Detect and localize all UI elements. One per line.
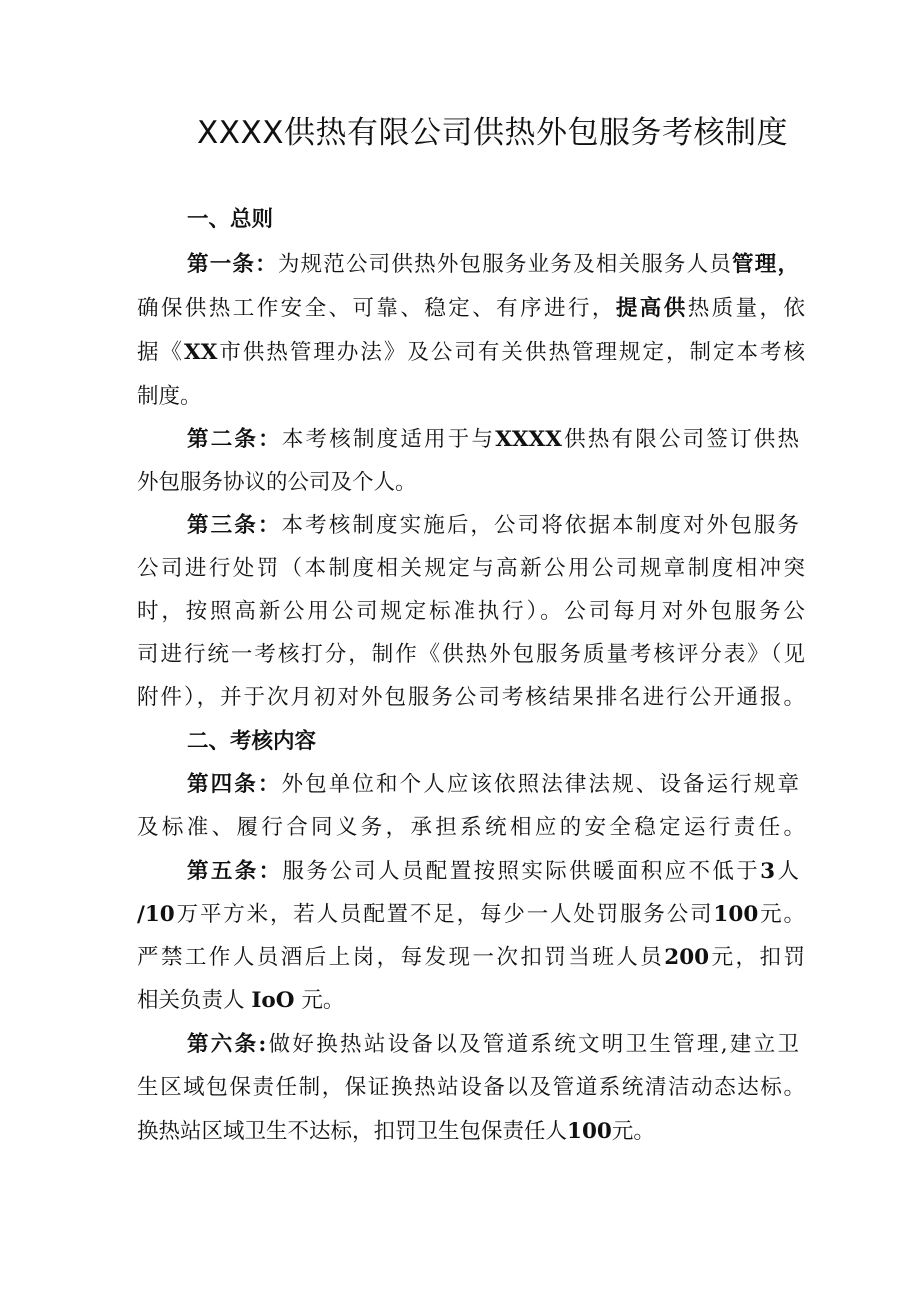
text-run: 据《 bbox=[137, 340, 185, 365]
article-6-line-3 bbox=[137, 1117, 655, 1147]
text-run: 相关负责人 bbox=[137, 988, 245, 1013]
article-6-label: 第六条: bbox=[187, 1032, 267, 1057]
article-3-label: 第三条： bbox=[187, 513, 282, 538]
article-1-line-4: 制度。 bbox=[137, 384, 202, 409]
article-3-line-2: 公司进行处罚（本制度相关规定与高新公用公司规章制度相冲突 bbox=[137, 556, 805, 581]
article-4-line-2: 及标准、履行合同义务，承担系统相应的安全稳定运行责任。 bbox=[137, 815, 805, 840]
text-run: 本考核制度适用于与 bbox=[281, 427, 496, 452]
text-run: 外包单位和个人应该依照法律法规、设备运行规章 bbox=[281, 772, 799, 797]
text-run: 管理， bbox=[732, 252, 799, 277]
section-heading-general: 一、总则 bbox=[187, 207, 274, 232]
text-run: 严禁工作人员酒后上岗，每发现一次扣罚当班人员 bbox=[137, 945, 665, 970]
article-3-line-3: 时，按照高新公用公司规定标准执行）。公司每月对外包服务公 bbox=[137, 599, 805, 624]
article-6-line-1 bbox=[187, 1030, 799, 1060]
text-run: 服务公司人员配置按照实际供暖面积应不低于 bbox=[282, 859, 761, 884]
text-run: 3 bbox=[760, 859, 776, 884]
document-title: XXXX供热有限公司供热外包服务考核制度 bbox=[197, 115, 788, 151]
text-run: IoO bbox=[251, 988, 295, 1013]
article-2-label: 第二条： bbox=[187, 427, 282, 452]
article-1-line-1 bbox=[187, 250, 799, 280]
text-run: 万平方米，若人员配置不足，每少一人处罚服务公司 bbox=[174, 902, 714, 927]
text-run: XXXX bbox=[495, 427, 562, 452]
text-run: 换热站区域卫生不达标，扣罚卫生包保责任人 bbox=[137, 1119, 568, 1144]
article-2-line-1 bbox=[187, 425, 799, 455]
text-run: 热质量，依 bbox=[687, 296, 805, 321]
text-run: 市供热管理办法》及公司有关供热管理规定，制定本考核 bbox=[217, 340, 805, 365]
text-run: 100 bbox=[567, 1119, 612, 1144]
article-5-line-1 bbox=[187, 857, 799, 887]
article-3-line-4: 司进行统一考核打分，制作《供热外包服务质量考核评分表》（见 bbox=[137, 642, 805, 667]
article-5-line-2 bbox=[137, 900, 805, 930]
article-1-line-2 bbox=[137, 294, 805, 324]
article-4-line-1 bbox=[187, 770, 799, 800]
text-run: 元。 bbox=[611, 1119, 655, 1144]
text-run: 为规范公司供热外包服务业务及相关服务人员 bbox=[277, 252, 733, 277]
article-1-label: 第一条： bbox=[187, 252, 278, 277]
article-2-line-2: 外包服务协议的公司及个人。 bbox=[137, 470, 417, 495]
text-run: 做好换热站设备以及管道系统文明卫生管理,建立卫 bbox=[266, 1032, 799, 1057]
article-3-line-5: 附件），并于次月初对外包服务公司考核结果排名进行公开通报。 bbox=[137, 685, 805, 710]
text-run: 确保供热工作安全、可靠、稳定、有序进行， bbox=[137, 296, 616, 321]
text-run: 提高供 bbox=[615, 296, 688, 321]
text-run: 100 bbox=[713, 902, 759, 927]
text-run: 人 bbox=[775, 859, 799, 884]
article-5-line-4 bbox=[137, 986, 344, 1016]
text-run: 元，扣罚 bbox=[709, 945, 805, 970]
text-run: 元。 bbox=[758, 902, 805, 927]
text-run: 200 bbox=[664, 945, 710, 970]
text-run: /10 bbox=[137, 902, 175, 927]
text-run: 本考核制度实施后，公司将依据本制度对外包服务 bbox=[281, 513, 799, 538]
article-3-line-1 bbox=[187, 511, 799, 541]
article-5-line-3 bbox=[137, 943, 805, 973]
section-heading-assessment: 二、考核内容 bbox=[187, 729, 317, 754]
article-5-label: 第五条： bbox=[187, 859, 283, 884]
text-run: 元。 bbox=[301, 988, 345, 1013]
text-run: 供热有限公司签订供热 bbox=[561, 427, 799, 452]
article-1-line-3 bbox=[137, 338, 805, 368]
article-4-label: 第四条： bbox=[187, 772, 282, 797]
article-6-line-2: 生区域包保责任制，保证换热站设备以及管道系统清洁动态达标。 bbox=[137, 1075, 805, 1100]
text-run: XX bbox=[184, 340, 218, 365]
